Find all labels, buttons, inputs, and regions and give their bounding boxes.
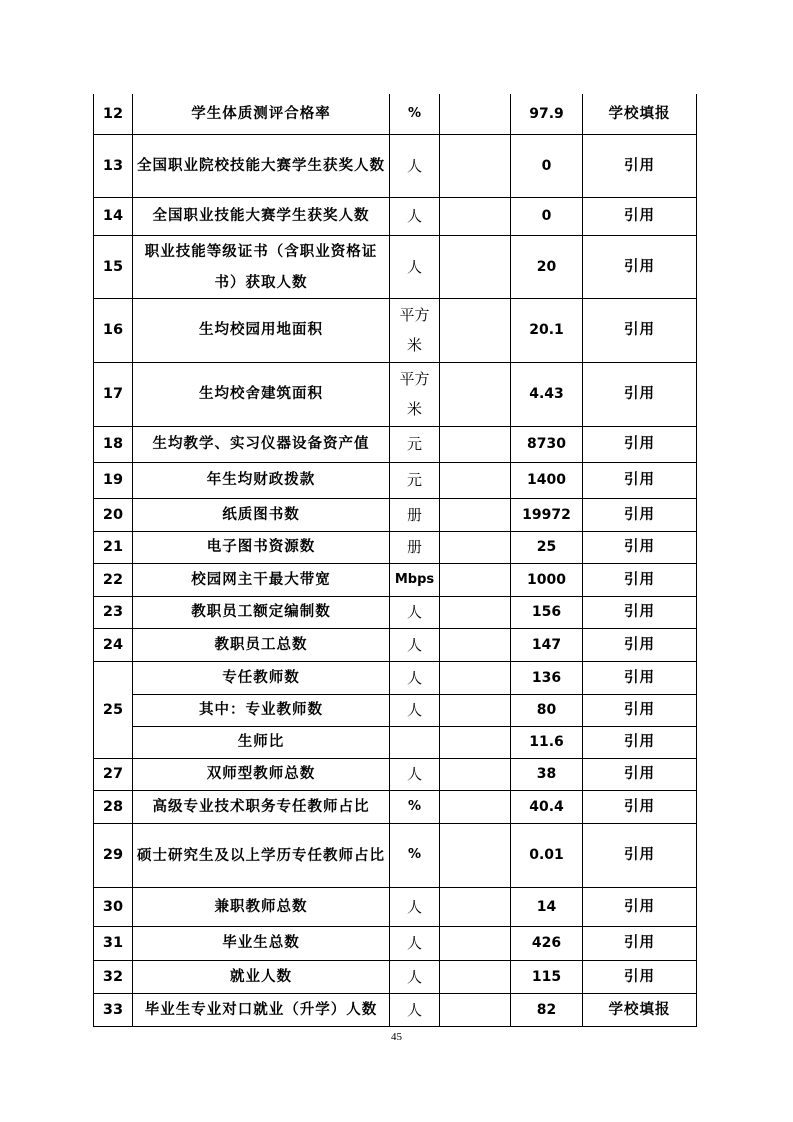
indicator-value: 97.9 [511,94,583,134]
table-row [94,498,697,531]
indicator-unit: 人 [390,694,440,726]
data-source: 引用 [583,887,697,926]
indicator-value: 20.1 [511,298,583,362]
indicator-name: 纸质图书数 [133,498,390,531]
row-number: 30 [94,887,133,926]
indicator-unit: 人 [390,960,440,993]
blank-cell [440,197,511,235]
data-source: 引用 [583,790,697,823]
indicator-table [93,94,697,1027]
row-number: 25 [94,661,133,758]
row-number: 17 [94,362,133,426]
indicator-name: 毕业生总数 [133,926,390,960]
indicator-unit: 人 [390,596,440,628]
page-number: 45 [391,1031,402,1043]
indicator-name: 教职员工额定编制数 [133,596,390,628]
indicator-name: 生均教学、实习仪器设备资产值 [133,426,390,462]
table-row [94,823,697,887]
blank-cell [440,596,511,628]
indicator-value: 1400 [511,462,583,498]
indicator-value: 38 [511,758,583,790]
row-number: 20 [94,498,133,531]
table-row [94,661,697,694]
table-row [94,694,697,726]
data-source: 学校填报 [583,993,697,1026]
indicator-value: 19972 [511,498,583,531]
data-source: 引用 [583,823,697,887]
blank-cell [440,926,511,960]
table-row [94,926,697,960]
table-row [94,790,697,823]
indicator-name: 其中：专业教师数 [133,694,390,726]
indicator-value: 14 [511,887,583,926]
row-number: 23 [94,596,133,628]
indicator-name: 全国职业技能大赛学生获奖人数 [133,197,390,235]
row-number: 18 [94,426,133,462]
data-source: 引用 [583,758,697,790]
row-number: 28 [94,790,133,823]
data-source: 引用 [583,596,697,628]
row-number: 24 [94,628,133,661]
indicator-unit: 人 [390,926,440,960]
indicator-unit [390,726,440,758]
table-row [94,298,697,362]
indicator-name: 生均校园用地面积 [133,298,390,362]
data-source: 引用 [583,498,697,531]
table-row [94,362,697,426]
table-row [94,563,697,596]
data-source: 引用 [583,563,697,596]
row-number: 33 [94,993,133,1026]
indicator-value: 20 [511,235,583,298]
row-number: 14 [94,197,133,235]
indicator-name: 电子图书资源数 [133,531,390,563]
indicator-name: 学生体质测评合格率 [133,94,390,134]
indicator-value: 115 [511,960,583,993]
indicator-unit: 人 [390,628,440,661]
blank-cell [440,134,511,197]
indicator-value: 136 [511,661,583,694]
row-number: 29 [94,823,133,887]
data-source: 引用 [583,694,697,726]
indicator-unit: 册 [390,531,440,563]
blank-cell [440,790,511,823]
indicator-unit: % [390,823,440,887]
indicator-name: 生均校舍建筑面积 [133,362,390,426]
data-source: 引用 [583,462,697,498]
table-row [94,960,697,993]
table-row [94,887,697,926]
indicator-value: 82 [511,993,583,1026]
indicator-value: 1000 [511,563,583,596]
row-number: 13 [94,134,133,197]
blank-cell [440,694,511,726]
indicator-value: 8730 [511,426,583,462]
indicator-name: 高级专业技术职务专任教师占比 [133,790,390,823]
indicator-value: 25 [511,531,583,563]
indicator-unit: 人 [390,235,440,298]
data-source: 引用 [583,298,697,362]
indicator-unit: 人 [390,197,440,235]
blank-cell [440,563,511,596]
row-number: 32 [94,960,133,993]
data-source: 引用 [583,235,697,298]
blank-cell [440,960,511,993]
indicator-unit: 人 [390,661,440,694]
blank-cell [440,887,511,926]
table-row [94,462,697,498]
indicator-name: 专任教师数 [133,661,390,694]
indicator-value: 0 [511,134,583,197]
table-row [94,993,697,1026]
blank-cell [440,628,511,661]
data-source: 引用 [583,960,697,993]
indicator-name: 教职员工总数 [133,628,390,661]
data-source: 引用 [583,628,697,661]
table-row [94,726,697,758]
row-number: 12 [94,94,133,134]
indicator-name: 毕业生专业对口就业（升学）人数 [133,993,390,1026]
data-source: 引用 [583,362,697,426]
row-number: 16 [94,298,133,362]
table-row [94,426,697,462]
indicator-value: 426 [511,926,583,960]
data-source: 引用 [583,426,697,462]
indicator-unit: 元 [390,426,440,462]
indicator-unit: Mbps [390,563,440,596]
table-row [94,94,697,134]
table-row [94,197,697,235]
data-source: 学校填报 [583,94,697,134]
indicator-value: 80 [511,694,583,726]
indicator-unit: 人 [390,993,440,1026]
indicator-unit: 人 [390,134,440,197]
blank-cell [440,726,511,758]
indicator-unit: 平方米 [390,362,440,426]
data-source: 引用 [583,197,697,235]
indicator-unit: 人 [390,887,440,926]
indicator-unit: 平方米 [390,298,440,362]
indicator-unit: 元 [390,462,440,498]
indicator-unit: % [390,94,440,134]
indicator-name: 硕士研究生及以上学历专任教师占比 [133,823,390,887]
data-source: 引用 [583,926,697,960]
row-number: 22 [94,563,133,596]
indicator-value: 11.6 [511,726,583,758]
blank-cell [440,661,511,694]
data-source: 引用 [583,531,697,563]
indicator-name: 全国职业院校技能大赛学生获奖人数 [133,134,390,197]
indicator-unit: 人 [390,758,440,790]
blank-cell [440,235,511,298]
data-source: 引用 [583,726,697,758]
blank-cell [440,993,511,1026]
table-row [94,596,697,628]
blank-cell [440,758,511,790]
indicator-name: 年生均财政拨款 [133,462,390,498]
indicator-name: 职业技能等级证书（含职业资格证书）获取人数 [133,235,390,298]
indicator-name: 双师型教师总数 [133,758,390,790]
blank-cell [440,94,511,134]
indicator-name: 生师比 [133,726,390,758]
indicator-value: 147 [511,628,583,661]
blank-cell [440,498,511,531]
blank-cell [440,298,511,362]
data-source: 引用 [583,134,697,197]
table-row [94,134,697,197]
row-number: 21 [94,531,133,563]
row-number: 31 [94,926,133,960]
indicator-name: 校园网主干最大带宽 [133,563,390,596]
indicator-value: 0 [511,197,583,235]
blank-cell [440,531,511,563]
table-row [94,531,697,563]
indicator-value: 4.43 [511,362,583,426]
indicator-unit: 册 [390,498,440,531]
row-number: 27 [94,758,133,790]
indicator-unit: % [390,790,440,823]
table-row [94,758,697,790]
blank-cell [440,823,511,887]
blank-cell [440,426,511,462]
blank-cell [440,462,511,498]
blank-cell [440,362,511,426]
table-row [94,628,697,661]
row-number: 19 [94,462,133,498]
data-source: 引用 [583,661,697,694]
row-number: 15 [94,235,133,298]
indicator-value: 40.4 [511,790,583,823]
table-row [94,235,697,298]
indicator-name: 兼职教师总数 [133,887,390,926]
indicator-name: 就业人数 [133,960,390,993]
indicator-value: 0.01 [511,823,583,887]
indicator-value: 156 [511,596,583,628]
